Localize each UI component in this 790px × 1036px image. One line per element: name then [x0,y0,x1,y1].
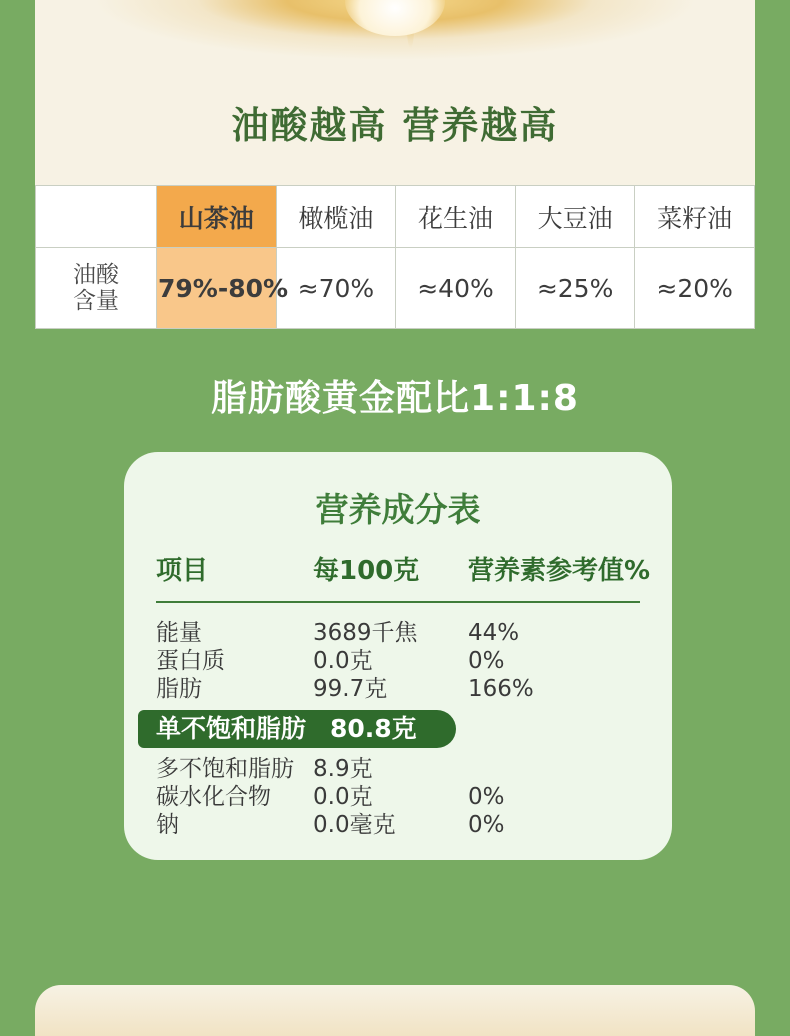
oil-name-peanut: 花生油 [396,186,516,248]
table-row [36,248,755,329]
nutrition-header-per100g: 每100克 [313,556,420,586]
nutrient-amount: 0.0克 [313,784,373,810]
nutrient-nrv: 0% [468,648,505,674]
nutrition-header-nrv: 营养素参考值% [468,556,651,586]
nutrient-nrv [468,755,658,783]
nutrient-name: 蛋白质 [156,648,225,674]
table-row [138,783,658,811]
oleic-value-peanut: ≈40% [396,248,516,329]
table-row [138,619,658,647]
nutrition-row-list [138,603,658,839]
nutrition-header-row [138,550,658,601]
oil-name-camellia: 山茶油 [157,186,277,248]
nutrient-name: 碳水化合物 [156,784,271,810]
table-row [138,675,658,703]
nutrient-name: 脂肪 [156,676,202,702]
nutrition-table [138,550,658,839]
oleic-value-rapeseed: ≈20% [635,248,755,329]
oleic-value-olive: ≈70% [276,248,396,329]
oleic-acid-comparison-table [35,185,755,322]
oil-drip-icon [407,8,414,48]
nutrient-amount: 0.0克 [313,648,373,674]
table-row [138,811,658,839]
nutrient-amount: 80.8克 [330,714,417,743]
row-label-line2: 含量 [73,288,119,314]
nutrient-name: 单不饱和脂肪 [156,714,307,743]
table-header-row [36,186,755,248]
oil-name-soybean: 大豆油 [515,186,635,248]
corner-cell [36,186,157,248]
nutrient-nrv: 44% [468,620,520,646]
nutrition-card-title: 营养成分表 [315,490,481,529]
nutrient-nrv: 0% [468,812,505,838]
nutrition-facts-card [124,452,672,860]
oleic-value-camellia: 79%-80% [157,248,277,329]
oleic-value-soybean: ≈25% [515,248,635,329]
nutrient-amount: 0.0毫克 [313,812,396,838]
oil-swirl-image [35,0,755,70]
nutrient-name: 多不饱和脂肪 [156,756,294,782]
golden-ratio-title: 脂肪酸黄金配比1:1:8 [211,378,579,419]
page-headline: 油酸越高 营养越高 [231,104,559,147]
row-label-oleic-content [36,248,157,329]
nutrient-name: 钠 [156,812,179,838]
bottom-cream-strip [35,985,755,1036]
nutrient-amount: 99.7克 [313,676,388,702]
nutrient-nrv: 166% [468,676,534,702]
nutrient-nrv: 0% [468,784,505,810]
nutrient-amount: 3689千焦 [313,620,418,646]
row-label-line1: 油酸 [73,261,119,288]
oil-name-rapeseed: 菜籽油 [635,186,755,248]
nutrient-name: 能量 [156,620,202,646]
oil-name-olive: 橄榄油 [276,186,396,248]
nutrition-header-item: 项目 [156,556,209,586]
table-row [138,755,658,783]
nutrient-amount: 8.9克 [313,756,373,782]
table-row-highlighted [138,710,456,748]
table-row [138,647,658,675]
